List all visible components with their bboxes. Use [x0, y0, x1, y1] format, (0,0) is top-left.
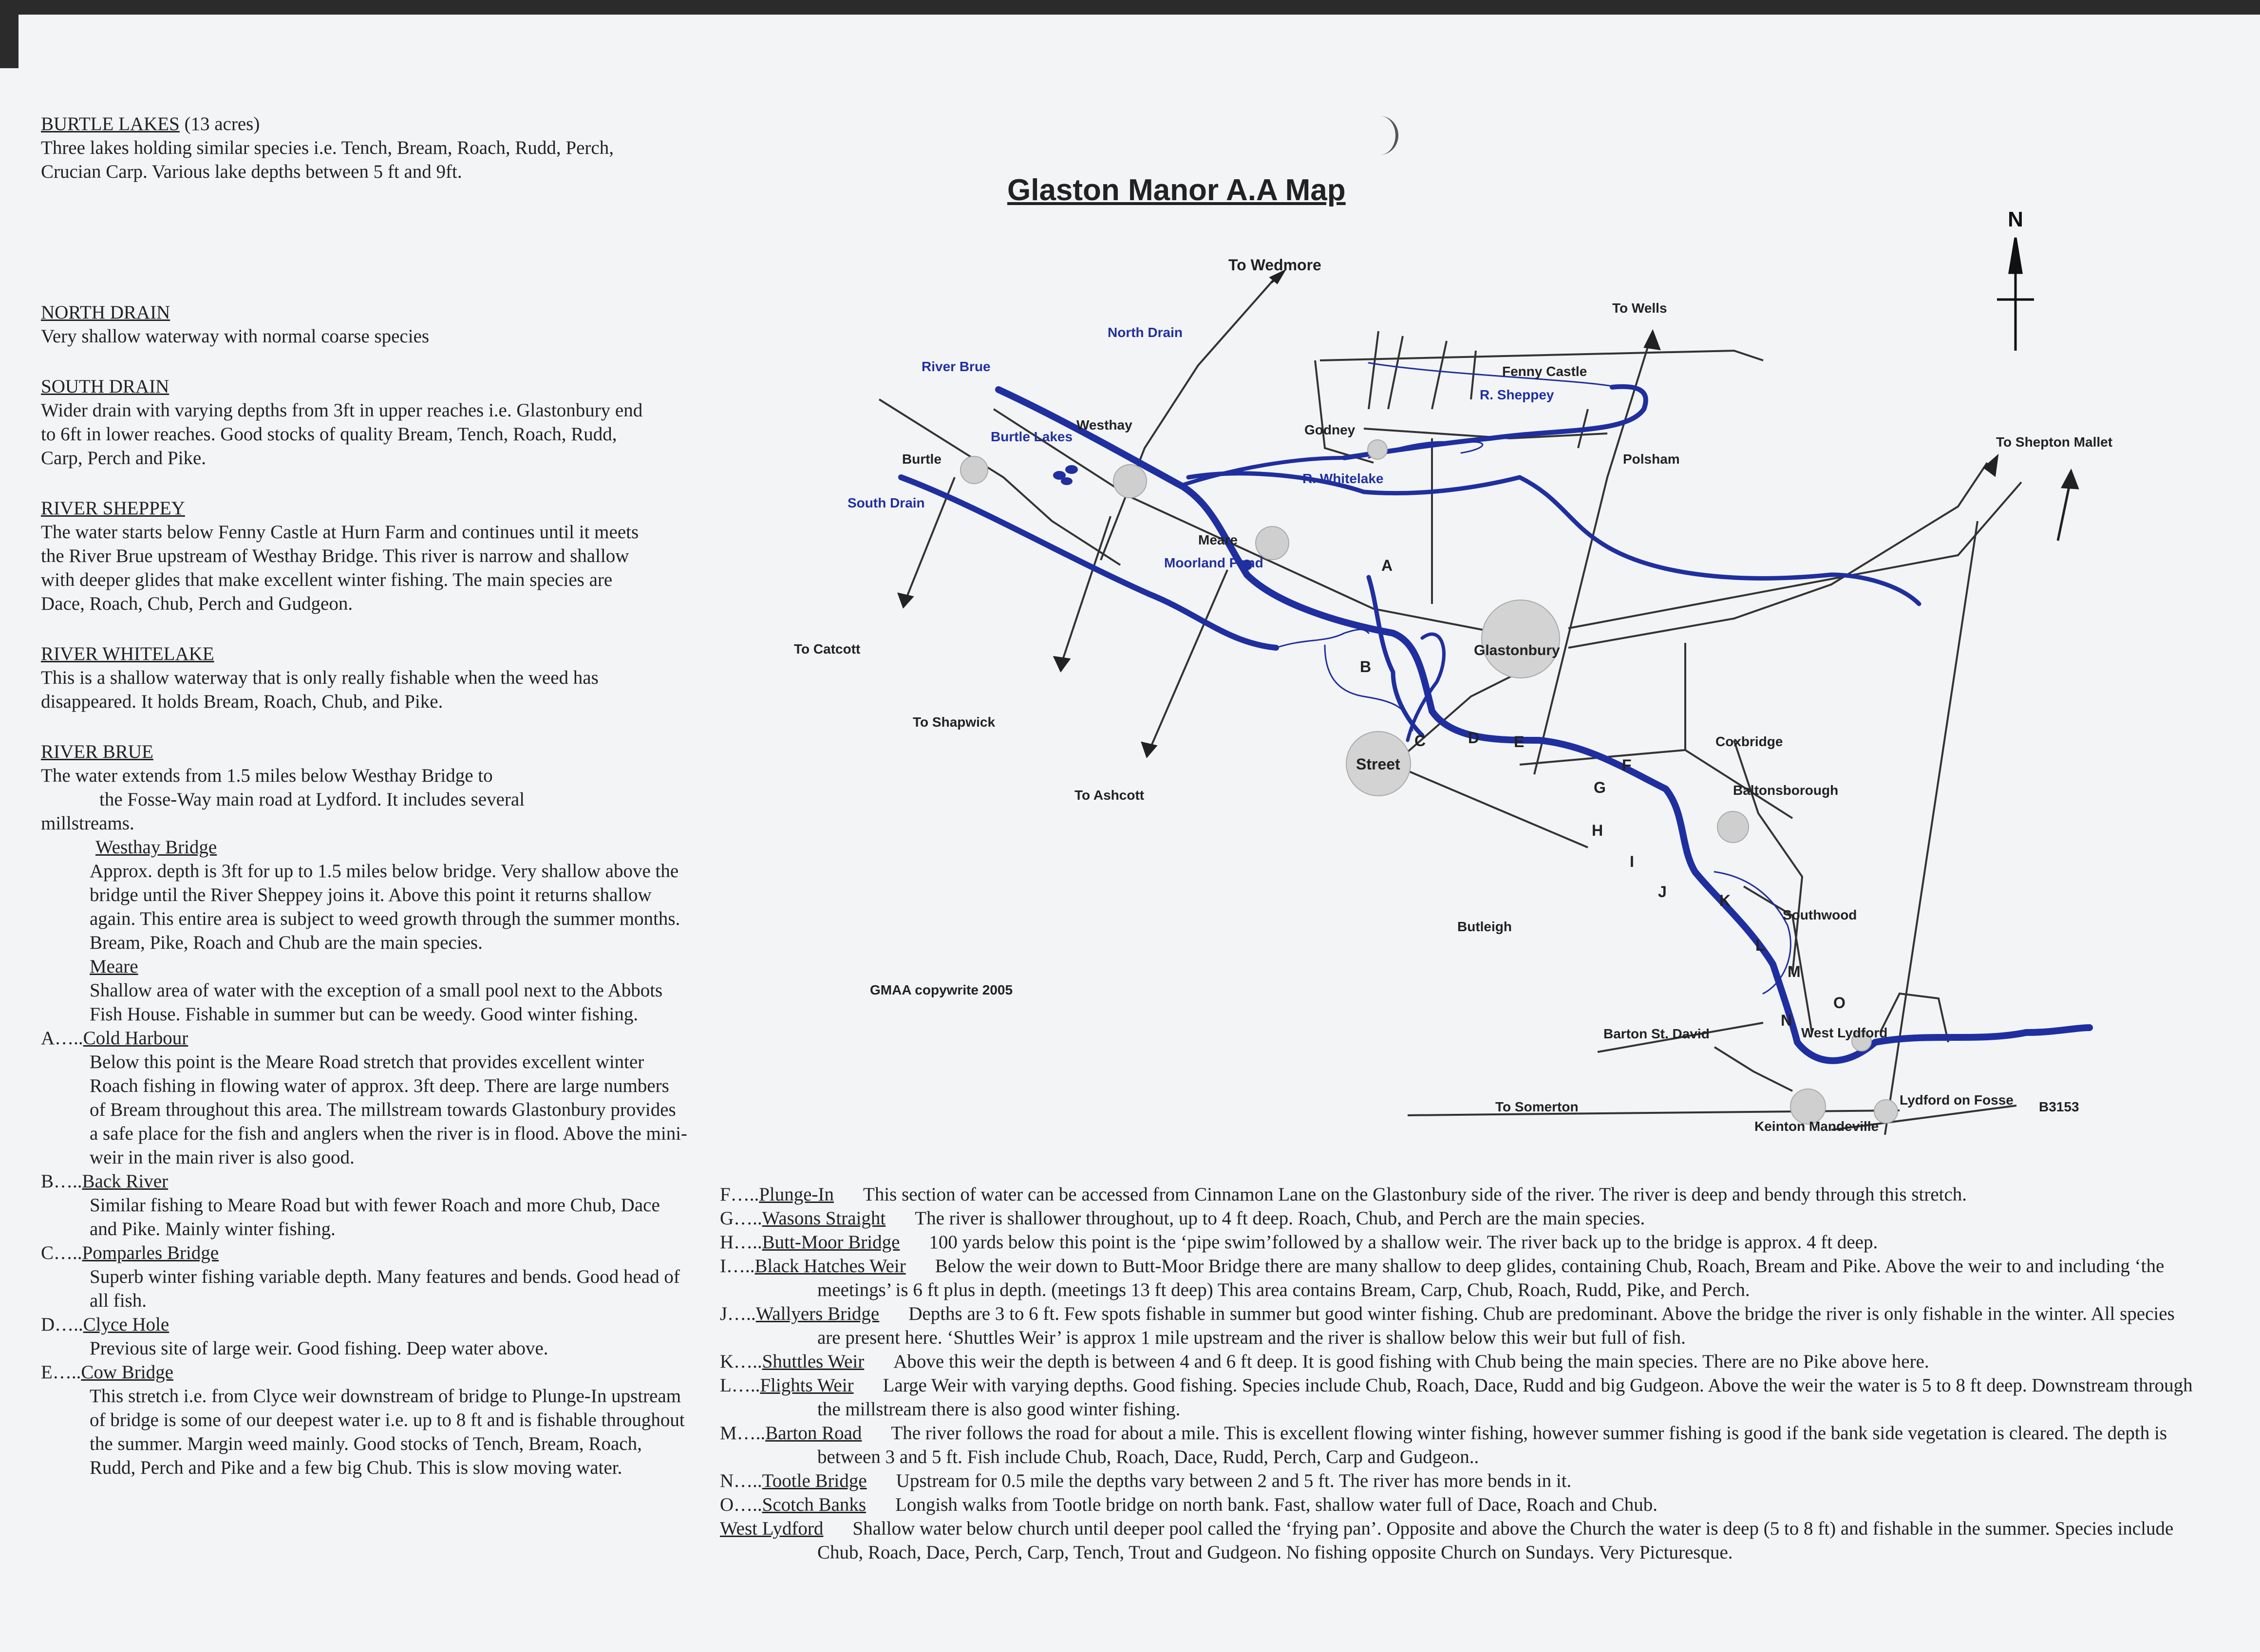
road-north-b: [1388, 336, 1403, 409]
entry-text: Superb winter fishing variable depth. Many features and bends. Good head of all fish.: [90, 1266, 680, 1311]
label-glastonbury: Glastonbury: [1474, 642, 1560, 658]
road-keinton-barton: [1714, 1047, 1792, 1091]
river-whitelake-section: [41, 642, 655, 713]
label-lydford-on-fosse: Lydford on Fosse: [1900, 1092, 2014, 1108]
entry-label: Back River: [82, 1171, 169, 1192]
punch-hole-mark: [1361, 116, 1398, 155]
road-north-d: [1471, 351, 1476, 399]
burtle-lakes-section: [41, 112, 655, 184]
arrow-to-catcott: [899, 594, 912, 606]
left-entry-heading: [41, 1313, 655, 1336]
road-north-a: [1369, 331, 1378, 409]
entry-label: Cow Bridge: [81, 1362, 173, 1383]
entry-label: Flights Weir: [760, 1375, 854, 1396]
scan-left-border: [0, 0, 19, 68]
arrow-to-shepton-a: [1985, 457, 1997, 475]
town-burtle: [960, 456, 988, 484]
letter-h: H: [1592, 822, 1603, 839]
entry-label: Clyce Hole: [83, 1314, 170, 1335]
left-entry-heading: [41, 1241, 655, 1265]
label-to-somerton: To Somerton: [1495, 1099, 1579, 1114]
entry-label: Cold Harbour: [83, 1028, 188, 1049]
label-street: Street: [1356, 755, 1400, 773]
label-river-brue: River Brue: [922, 359, 991, 374]
section-text: The water starts below Fenny Castle at Hurn Farm and continues until it meets the River Brue upstream of Westhay Bridge. This river is narrow and shallow with deeper glides that make excellent winter fishing. The main species are Dace, Roach, Chub, Perch and Gudgeon.: [41, 522, 639, 614]
label-baltonsborough: Baltonsborough: [1733, 783, 1839, 798]
entry-prefix: E…..: [41, 1362, 81, 1383]
town-baltonsborough: [1717, 811, 1749, 843]
road-arrows: [899, 272, 2077, 756]
letter-o: O: [1833, 994, 1846, 1012]
label-to-catcott: To Catcott: [794, 641, 861, 657]
entry-text: The river is shallower throughout, up to 4 ft deep. Roach, Chub, and Perch are the main species.: [915, 1208, 1645, 1229]
town-glastonbury: [1482, 600, 1560, 678]
entry-label: Butt-Moor Bridge: [762, 1232, 900, 1253]
entry-prefix: B…..: [41, 1171, 82, 1192]
entry-label: Wallyers Bridge: [755, 1303, 880, 1324]
road-to-shapwick: [1062, 516, 1111, 662]
left-entry-heading: [41, 1360, 655, 1384]
road-baltonsborough: [1734, 740, 1802, 974]
bottom-entry: [720, 1254, 2201, 1302]
bottom-entries-list: [720, 1183, 2201, 1564]
section-heading: NORTH DRAIN: [41, 302, 170, 323]
entry-prefix: K…..: [720, 1351, 762, 1372]
left-entry-heading: [41, 1026, 655, 1050]
entry-prefix: F…..: [720, 1184, 759, 1205]
entry-text: Large Weir with varying depths. Good fishing. Species include Chub, Roach, Dace, Rudd and big Gudgeon. Above the weir the water is 5 to 8 ft deep. Downstream through the millstream there is also good winter fishing.: [817, 1375, 2193, 1420]
entry-label: Plunge-In: [759, 1184, 834, 1205]
roads: [879, 282, 2021, 1135]
back-river: [1276, 630, 1369, 648]
letter-m: M: [1788, 963, 1801, 980]
label-south-drain: South Drain: [848, 495, 925, 510]
town-meare: [1256, 526, 1289, 560]
label-polsham: Polsham: [1623, 451, 1680, 467]
section-heading: SOUTH DRAIN: [41, 376, 170, 397]
entry-prefix: A…..: [41, 1028, 83, 1049]
label-to-shepton-mallet: To Shepton Mallet: [1996, 434, 2113, 450]
entry-label: Pomparles Bridge: [82, 1242, 219, 1263]
label-north-drain: North Drain: [1108, 325, 1183, 340]
north-arrow: [1997, 238, 2034, 351]
label-meare: Meare: [1198, 532, 1238, 547]
bottom-entry: [720, 1373, 2201, 1421]
entry-label: Barton Road: [765, 1423, 862, 1444]
entry-text: Similar fishing to Meare Road but with fewer Roach and more Chub, Dace and Pike. Mainly winter fishing.: [90, 1195, 660, 1239]
letter-f: F: [1622, 756, 1632, 774]
section-heading: RIVER SHEPPEY: [41, 498, 185, 519]
bottom-entry: [720, 1183, 2201, 1206]
subheading-label: Meare: [90, 956, 138, 977]
section-text: Three lakes holding similar species i.e. Tench, Bream, Roach, Rudd, Perch, Crucian Carp. Various lake depths between 5 ft and 9ft.: [41, 137, 614, 182]
label-r-sheppey: R. Sheppey: [1480, 387, 1554, 402]
label-southwood: Southwood: [1783, 907, 1857, 922]
arrow-to-shapwick: [1055, 657, 1069, 670]
letter-a: A: [1381, 557, 1393, 574]
entry-prefix: N…..: [720, 1470, 762, 1491]
road-to-somerton: [1408, 1110, 1900, 1115]
label-moorland-pond: Moorland Pond: [1164, 555, 1263, 570]
letter-k: K: [1719, 892, 1731, 909]
label-to-wedmore: To Wedmore: [1228, 256, 1321, 274]
section-text: Very shallow waterway with normal coarse species: [41, 326, 430, 347]
bottom-entry: [720, 1517, 2201, 1564]
road-glastonbury-east: [1568, 482, 2021, 628]
entry-label: Black Hatches Weir: [754, 1256, 906, 1277]
road-to-shepton: [1568, 463, 1987, 648]
westhay-bridge-subheading: [41, 835, 655, 859]
scan-top-border: [0, 0, 2260, 15]
north-label: N: [2008, 207, 2023, 231]
section-heading: RIVER BRUE: [41, 741, 153, 762]
south-drain-section: [41, 375, 655, 470]
entry-prefix: L…..: [720, 1375, 760, 1396]
bottom-entry: [720, 1421, 2201, 1469]
letter-j: J: [1658, 883, 1667, 901]
left-entry: [41, 1241, 680, 1313]
bottom-entry: [720, 1230, 2201, 1254]
label-butleigh: Butleigh: [1457, 919, 1512, 934]
letter-n: N: [1781, 1012, 1792, 1029]
label-burtle-lakes: Burtle Lakes: [991, 429, 1073, 444]
entry-text: Shallow water below church until deeper pool called the ‘frying pan’. Opposite and above the Church the water is deep (5 to 8 ft) and fishable in the summer. Species include Chub, Roach, Dace, Perch, Carp, Tench, Trout and Gudgeon. No fishing opposite Church on Sundays. Very Picturesque.: [817, 1518, 2174, 1563]
meare-text: Shallow area of water with the exception of a small pool next to the Abbots Fish House. Fishable in summer but can be weedy. Good winter fishing.: [90, 980, 663, 1025]
north-drain-section: [41, 300, 655, 348]
label-copyright: GMAA copywrite 2005: [870, 982, 1013, 997]
town-godney: [1368, 440, 1387, 459]
section-heading: RIVER WHITELAKE: [41, 643, 214, 664]
entry-prefix: O…..: [720, 1494, 762, 1515]
entry-label: Wasons Straight: [762, 1208, 886, 1229]
letter-l: L: [1755, 937, 1765, 954]
label-burtle: Burtle: [902, 451, 942, 467]
entry-prefix: G…..: [720, 1208, 762, 1229]
label-fenny-castle: Fenny Castle: [1502, 364, 1587, 379]
label-to-wells: To Wells: [1612, 300, 1667, 316]
label-to-shapwick: To Shapwick: [913, 714, 996, 730]
entry-text: This section of water can be accessed from Cinnamon Lane on the Glastonbury side of the river. The river is deep and bendy through this stretch.: [863, 1184, 1967, 1205]
left-entry: [41, 1313, 655, 1360]
left-entries-list: [41, 1026, 688, 1480]
road-godney: [1315, 360, 1374, 463]
river-sheppey-section: [41, 496, 655, 616]
entry-prefix: J…..: [720, 1303, 756, 1324]
label-to-ashcott: To Ashcott: [1074, 788, 1145, 803]
arrow-to-wells: [1645, 332, 1659, 349]
letter-d: D: [1468, 729, 1480, 747]
entry-text: Previous site of large weir. Good fishing. Deep water above.: [90, 1338, 548, 1359]
entry-label: West Lydford: [720, 1518, 824, 1539]
entry-text: Depths are 3 to 6 ft. Few spots fishable in summer but good winter fishing. Chub are predominant. Above the bridge the river is only fishable in the winter. All species are present here. ‘Shuttles Weir’ is approx 1 mile upstream and the river is shallow below this weir but full of fish.: [817, 1303, 2175, 1348]
bottom-entry: [720, 1350, 2201, 1373]
label-b3153: B3153: [2039, 1099, 2079, 1114]
river-brue-section: [41, 740, 680, 1026]
label-keinton-mandeville: Keinton Mandeville: [1754, 1119, 1879, 1134]
road-street-barton: [1393, 765, 1588, 847]
entry-prefix: D…..: [41, 1314, 83, 1335]
entry-text: This stretch i.e. from Clyce weir downstream of bridge to Plunge-In upstream of bridge is some of our deepest water i.e. up to 8 ft and is fishable throughout the summer. Margin weed mainly. Good stocks of Tench, Bream, Roach, Rudd, Perch and Pike and a few big Chub. This is slow moving water.: [90, 1386, 685, 1478]
bottom-entry: [720, 1469, 2201, 1493]
arrow-to-ashcott: [1143, 743, 1155, 756]
left-entry-heading: [41, 1169, 655, 1193]
bottom-entry: [720, 1302, 2201, 1350]
left-text-column: [41, 112, 688, 1480]
entry-prefix: M…..: [720, 1423, 766, 1444]
section-text: This is a shallow waterway that is only really fishable when the weed has disappeared. It holds Bream, Roach, Chub, and Pike.: [41, 667, 599, 712]
road-fosse-lydford: [1885, 521, 1978, 1135]
entry-text: Above this weir the depth is between 4 and 6 ft deep. It is good fishing with Chub being the main species. There are no Pike above here.: [893, 1351, 1929, 1372]
meare-subheading: [41, 955, 655, 978]
letter-g: G: [1594, 779, 1606, 796]
label-coxbridge: Coxbridge: [1715, 734, 1783, 749]
section-heading: BURTLE LAKES: [41, 113, 180, 134]
entry-text: Upstream for 0.5 mile the depths vary between 2 and 5 ft. The river has more bends in it.: [896, 1470, 1572, 1491]
left-entry: [41, 1026, 688, 1169]
bottom-entry: [720, 1206, 2201, 1230]
fishing-map: [760, 205, 2250, 1159]
label-r-whitelake: R. Whitelake: [1302, 471, 1384, 486]
burtle-lakes: [1053, 465, 1078, 485]
entry-text: Longish walks from Tootle bridge on north bank. Fast, shallow water full of Dace, Roach and Chub.: [895, 1494, 1657, 1515]
river-whitelake: [1188, 473, 1919, 604]
entry-text: Below this point is the Meare Road stretch that provides excellent winter Roach fishing in flowing water of approx. 3ft deep. There are large numbers of Bream throughout this area. The millstream towards Glastonbury provides a safe place for the fish and anglers when the river is in flood. Above the mini-weir in the main river is also good.: [90, 1051, 688, 1168]
left-entry: [41, 1360, 685, 1480]
letter-c: C: [1414, 732, 1426, 750]
road-upper-north: [1320, 351, 1763, 360]
map-title: Glaston Manor A.A Map: [1007, 173, 1346, 207]
town-westhay: [1113, 465, 1147, 498]
left-entry: [41, 1169, 660, 1241]
entry-text: 100 yards below this point is the ‘pipe swim’followed by a shallow weir. The river back up to the bridge is approx. 4 ft deep.: [929, 1232, 1878, 1253]
entry-prefix: I…..: [720, 1256, 755, 1277]
entry-label: Scotch Banks: [762, 1494, 866, 1515]
section-text: Wider drain with varying depths from 3ft in upper reaches i.e. Glastonbury end to 6ft in lower reaches. Good stocks of quality Bream, Tench, Roach, Rudd, Carp, Perch and Pike.: [41, 400, 643, 469]
westhay-bridge-text: Approx. depth is 3ft for up to 1.5 miles below bridge. Very shallow above the bridge until the River Sheppey joins it. Above this point it returns shallow again. This entire area is subject to weed growth through the summer months. Bream, Pike, Roach and Chub are the main species.: [90, 861, 680, 953]
label-barton-st-david: Barton St. David: [1603, 1026, 1710, 1041]
label-west-lydford: [1801, 1025, 1887, 1040]
entry-text: The river follows the road for about a mile. This is excellent flowing winter fishing, however summer fishing is good if the bank side vegetation is cleared. The depth is between 3 and 5 ft. Fish include Chub, Roach, Dace, Rudd, Perch, Carp and Gudgeon..: [817, 1423, 2167, 1467]
entry-text: Below the weir down to Butt-Moor Bridge there are many shallow to deep glides, containing Chub, Roach, Bream and Pike. Above the weir to and including ‘the meetings’ is 6 ft plus in depth. (meetings 13 ft deep) This area contains Bream, Carp, Chub, Roach, Rudd, Pike, and Perch.: [817, 1256, 2165, 1300]
section-heading-suffix: (13 acres): [179, 113, 260, 134]
section-text: millstreams.: [41, 813, 134, 834]
subheading-label: Westhay Bridge: [95, 837, 217, 858]
section-text: the Fosse-Way main road at Lydford. It includes several: [99, 789, 525, 810]
section-text: The water extends from 1.5 miles below Westhay Bridge to: [41, 765, 493, 786]
label-westhay: Westhay: [1076, 417, 1132, 432]
letter-i: I: [1630, 853, 1634, 870]
bottom-entry: [720, 1493, 2201, 1517]
entry-prefix: C…..: [41, 1242, 82, 1263]
entry-prefix: H…..: [720, 1232, 762, 1253]
road-north-c: [1432, 341, 1447, 409]
letter-b: B: [1360, 658, 1372, 676]
label-west-lydford-text: West Lydford: [1801, 1025, 1888, 1040]
entry-label: Tootle Bridge: [762, 1470, 867, 1491]
entry-label: Shuttles Weir: [762, 1351, 865, 1372]
label-godney: Godney: [1304, 422, 1356, 437]
letter-e: E: [1514, 733, 1525, 751]
